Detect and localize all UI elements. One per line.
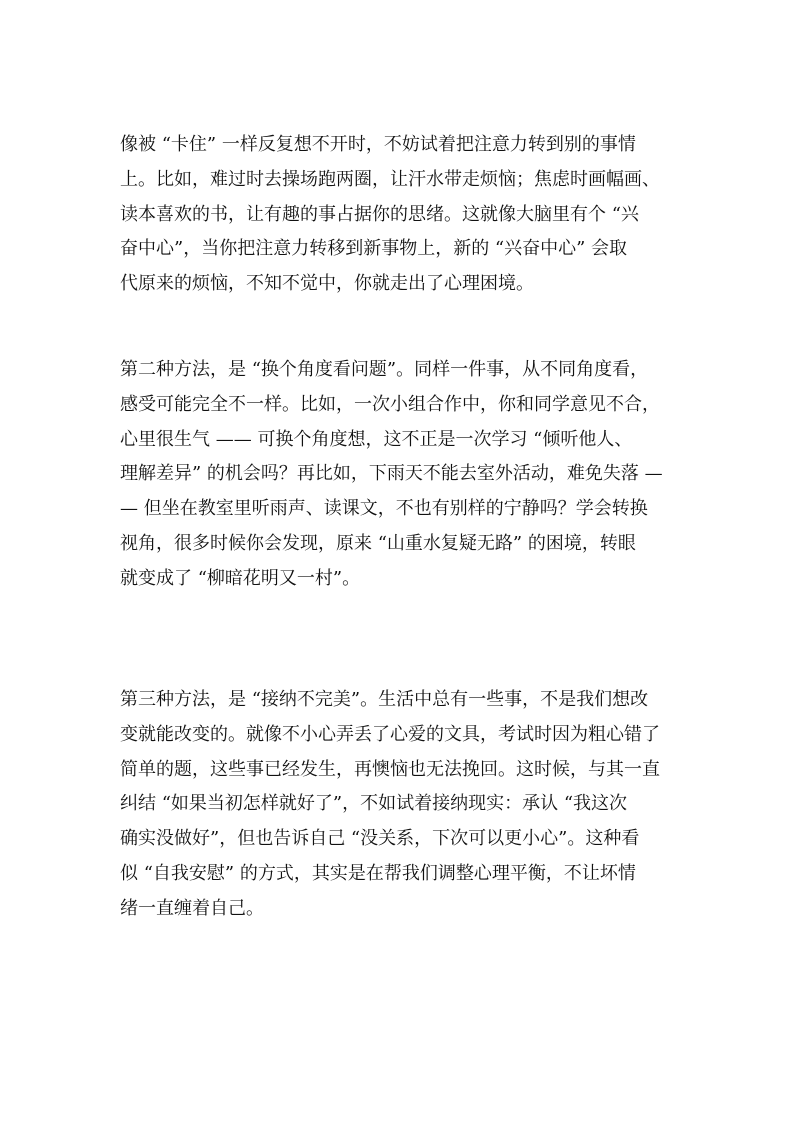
- text-line: 第二种方法，是 “换个角度看问题”。同样一件事，从不同角度看，: [120, 359, 649, 380]
- text-line: 理解差异” 的机会吗？再比如，下雨天不能去室外活动，难免失落 —: [120, 463, 663, 485]
- text-line: 读本喜欢的书，让有趣的事占据你的思绪。这就像大脑里有个 “兴: [120, 203, 639, 225]
- paragraph-method-three: [120, 683, 675, 927]
- paragraph-method-two: [120, 353, 675, 597]
- paragraph-attention-shift: [120, 128, 675, 302]
- text-line: 绪一直缠着自己。: [120, 897, 264, 919]
- text-line: 上。比如，难过时去操场跑两圈，让汗水带走烦恼；焦虑时画幅画、: [120, 168, 660, 190]
- text-line: 简单的题，这些事已经发生，再懊恼也无法挽回。这时候，与其一直: [120, 758, 660, 780]
- text-line: 心里很生气 —— 可换个角度想，这不正是一次学习 “倾听他人、: [120, 428, 633, 450]
- text-line: 纠结 “如果当初怎样就好了”，不如试着接纳现实：承认 “我这次: [120, 793, 628, 815]
- text-line: 第三种方法，是 “接纳不完美”。生活中总有一些事，不是我们想改: [120, 689, 649, 710]
- text-line: 视角，很多时候你会发现，原来 “山重水复疑无路” 的困境，转眼: [120, 532, 636, 554]
- text-line: 代原来的烦恼，不知不觉中，你就走出了心理困境。: [120, 273, 534, 295]
- text-line: — 但坐在教室里听雨声、读课文，不也有别样的宁静吗？学会转换: [120, 498, 648, 520]
- text-line: 像被 “卡住” 一样反复想不开时，不妨试着把注意力转到别的事情: [120, 134, 636, 155]
- text-line: 奋中心”，当你把注意力转移到新事物上，新的 “兴奋中心” 会取: [120, 238, 628, 260]
- text-line: 似 “自我安慰” 的方式，其实是在帮我们调整心理平衡，不让坏情: [120, 862, 636, 884]
- text-line: 就变成了 “柳暗花明又一村”。: [120, 567, 361, 589]
- text-line: 确实没做好”，但也告诉自己 “没关系，下次可以更小心”。这种看: [120, 828, 640, 850]
- text-line: 感受可能完全不一样。比如，一次小组合作中，你和同学意见不合，: [120, 393, 660, 415]
- text-line: 变就能改变的。就像不小心弄丢了心爱的文具，考试时因为粗心错了: [120, 723, 660, 745]
